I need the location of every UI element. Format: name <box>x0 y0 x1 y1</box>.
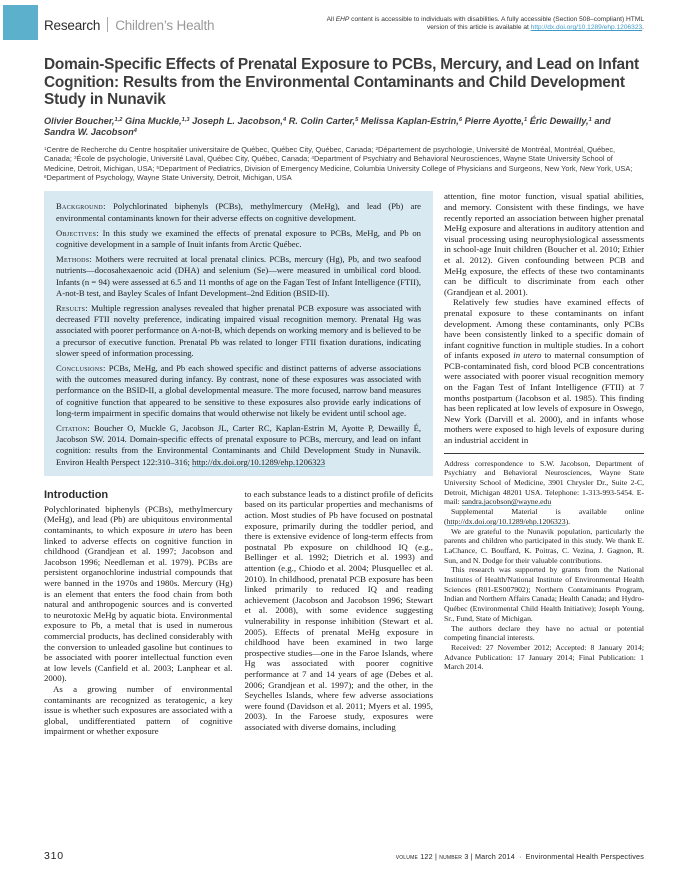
accessibility-note <box>314 16 644 33</box>
author-affiliation-sup: 5 <box>355 117 359 124</box>
author-affiliation-sup: 1 <box>523 117 528 124</box>
footnote-correspondence <box>444 459 644 508</box>
footnote-funding: This research was supported by grants from the National Institutes of Health/National Institute of Environmental Health Sciences (R01-ES007902); Northern Contaminants Program, Indian and Northern Affairs Canada; Health Canada; and Hydro-Québec (Environmental Child Health Initiative); Joseph Young, Sr., Fund, State of Michigan. <box>444 565 644 623</box>
footnote-competing-interests: The authors declare they have no actual or potential competing financial interests. <box>444 623 644 643</box>
abstract-text: Mothers were recruited at local prenatal clinics. PCBs, mercury (Hg), Pb, and two seafood nutrients—docosahexaenoic acid (DHA) and selenium (Se)—were measured in umbilical cord blood. Infants (n = 94) were assessed at 6.5 and 11 months of age on the Fagan Test of Infant Intelligence (FTII), A-not-B test, and Bayley Scales of Infant Development–2nd Edition (BSID-II). <box>56 254 421 298</box>
abstract-label: Conclusions: <box>56 363 106 374</box>
article-title: Domain-Specific Effects of Prenatal Exposure to PCBs, Mercury, and Lead on Infant Cognition: Results from the Environmental Contaminants and Child Development Study in Nunavik <box>44 56 639 109</box>
abstract <box>44 191 433 475</box>
affiliation-sup: 6 <box>44 174 47 180</box>
author: Pierre Ayotte, <box>462 115 524 126</box>
affiliation-sup: 1 <box>44 146 47 152</box>
author-list <box>44 116 644 138</box>
affiliation-sup: 3 <box>74 155 77 161</box>
affiliation-sup: 4 <box>311 155 314 161</box>
footnote-divider <box>444 453 644 454</box>
affiliation: Department of Psychology, Wayne State University, Detroit, Michigan, USA <box>46 173 292 183</box>
author: Joseph L. Jacobson, <box>189 115 283 126</box>
author: Éric Dewailly, <box>527 115 589 126</box>
ehp-brand-square-icon <box>3 5 38 40</box>
brand-divider <box>107 17 108 32</box>
affiliation: Département de psychologie, Université de Montréal, Montréal, Québec, Canada; <box>44 145 616 164</box>
text-column-3 <box>444 191 644 737</box>
introduction-columns <box>44 489 433 737</box>
page-number: 310 <box>44 850 64 862</box>
intro-paragraph-2-continued: to each substance leads to a distinct profile of deficits based on its particular properties and mechanisms of action. Most studies of Pb have focused on postnatal exposure, primarily during the toddler period, and there is extensive evidence of long-term effects from postnatal Pb exposure on childhood IQ (e.g., Bellinger et al. 1992; Dietrich et al. 1993) and attention (e.g., Chiodo et al. 2004; Plusquellec et al. 2010). In childhood, prenatal PCB exposure has been linked primarily to reduced IQ and reading achievement (Jacobson and Jacobson 1996; Stewart et al. 2008), with some evidence suggesting vulnerability in response inhibition (Stewart et al. 2005). Effects of prenatal MeHg exposure in childhood have been examined in two large prospective studies—one in the Faroe Islands, where Hg was associated with poorer cognitive performance at 7 and 14 years of age (Debes et al. 2006; Grandjean et al. 1997); and the other, in the Seychelles Islands, where few adverse associations were found (Davidson et al. 2011; Myers et al. 1995, 2003). In the Faroese study, exposures were associated with diverse domains, including <box>244 488 433 732</box>
left-content-area <box>44 191 433 737</box>
page-footer <box>44 850 644 862</box>
paragraph-text: Polychlorinated biphenyls (PCBs), methylmercury (MeHg), and lead (Pb) are ubiquitous environmental contaminants, to which exposure <box>44 503 233 536</box>
affiliation: École de psychologie, Université Laval, Québec City, Québec, Canada; <box>76 154 312 164</box>
author-affiliation-sup: 1 <box>588 117 592 124</box>
abstract-methods <box>56 254 421 299</box>
abstract-label: Results: <box>56 303 88 313</box>
author: Melissa Kaplan-Estrin, <box>358 115 459 126</box>
abstract-label: Citation: <box>56 423 90 434</box>
section-heading-introduction: Introduction <box>44 488 109 501</box>
brand-research-label: Research <box>44 18 101 33</box>
footnotes <box>444 459 644 672</box>
abstract-text: In this study we examined the effects of prenatal exposure to PCBs, MeHg, and Pb on cognitive development in a sample of Inuit infants from Arctic Québec. <box>56 227 421 249</box>
doi-link-supplemental[interactable]: http://dx.doi.org/10.1289/ehp.1206323 <box>446 516 566 526</box>
affiliation: Department of Psychiatry and Behavioral Neurosciences, Wayne State University School of Medicine, Detroit, Michigan, USA; <box>44 154 613 173</box>
accessibility-note-period: . <box>642 24 644 32</box>
in-utero-italic: in utero <box>513 350 542 361</box>
affiliation: Centre de Recherche du Centre hospitalier universitaire de Québec, Québec City, Québec, Canada; <box>46 145 376 155</box>
abstract-conclusions <box>56 363 421 419</box>
paragraph-text: to maternal consumption of PCB-contaminated fish, cord blood PCB concentrations were associated with poorer visual recognition memory on the Fagan Test of Infant Intelligence (FTII) at 7 months postpartum (Jacobson et al. 1985). This finding has been replicated at low levels of exposure in Oswego, New York (Darvill et al. 2000), and in infants whose mothers were exposed to high levels of exposure during an industrial accident in <box>444 350 644 446</box>
journal-info <box>396 852 644 861</box>
section-brand <box>44 17 214 33</box>
affiliation-sup: 2 <box>375 146 379 152</box>
doi-link-header[interactable]: http://dx.doi.org/10.1289/ehp.1206323 <box>530 24 643 32</box>
author: R. Colin Carter, <box>286 115 356 126</box>
accessibility-note-text-mid: content is accessible to individuals with disabilities. A fully accessible (Section 508–compliant) HTML version of this article is available at <box>349 15 644 32</box>
ehp-italic: EHP <box>335 15 350 23</box>
affiliations <box>44 145 644 182</box>
abstract-citation <box>56 423 421 468</box>
body-paragraph <box>444 297 644 445</box>
footnote-text: Address correspondence to S.W. Jacobson, Department of Psychiatry and Behavioral Neurosciences, Wayne State University School of Medicine, 3901 Chrysler Dr., Suite 2-C, Detroit, Michigan 48201 USA. Telephone: 1-313-993-5454. E-mail: <box>444 458 644 507</box>
author-affiliation-sup: 4 <box>133 128 137 135</box>
in-utero-italic: in utero <box>167 525 197 536</box>
abstract-text: PCBs, MeHg, and Pb each showed specific and distinct patterns of adverse associations with the outcomes measured during infancy. By contrast, none of these exposures was associated with performance on the BSID-II, a global developmental measure. The more focused, narrow band measures of cognitive function that appeared to be sensitive to these exposures also provide early indications of long-term impairment in specific domains that would otherwise not likely be evident until school age. <box>56 363 421 418</box>
email-link[interactable]: sandra.jacobson@wayne.edu <box>461 497 552 507</box>
author-affiliation-sup: 1,2 <box>114 117 123 124</box>
body-paragraph-continued: attention, fine motor function, visual spatial abilities, and memory. Consistent with these findings, we have recently reported an association between higher prenatal MeHg exposure and alterations in auditory attention and visual processing using neurophysiological assessments in school-age Inuit children (Boucher et al. 2010; Ethier et al. 2012). Given confounding between PCB and MeHg exposure, the effects of these two contaminants can be difficult to discriminate from each other (Grandjean et al. 2001). <box>444 191 644 297</box>
footnote-acknowledgments: We are grateful to the Nunavik population, particularly the parents and children who participated in this study. We thank E. LaChance, C. Bouffard, K. Poitras, C. Vezina, J. Gagnon, R. Sun, and N. Dodge for their valuable contributions. <box>444 526 644 565</box>
abstract-text: Multiple regression analyses revealed that higher prenatal PCB exposure was associated with decreased FTII novelty preference, indicating impaired visual recognition memory. Prenatal Hg was associated with poorer performance on A-not-B, which depends on working memory and is believed to be a precursor of executive function. Prenatal Pb was related to longer FTII fixation durations, indicating slower speed of information processing. <box>56 303 421 358</box>
footnote-dates: Received: 27 November 2012; Accepted: 8 January 2014; Advance Publication: 17 January 2014; Final Publication: 1 March 2014. <box>444 642 644 672</box>
text-column-2 <box>245 489 434 737</box>
footer-separator: · <box>518 852 522 861</box>
abstract-text: Boucher O, Muckle G, Jacobson JL, Carter RC, Kaplan-Estrin M, Ayotte P, Dewailly É, Jacobson SW. 2014. Domain-specific effects of prenatal exposure to PCBs, mercury, and lead on infant cognition: results from the Environmental Contaminants and Child Development Study in Nunavik. Environ Health Perspect 122:310–316; <box>56 423 421 467</box>
footnote-text: Supplemental Material is available online ( <box>444 507 644 526</box>
paragraph-text: Relatively few studies have examined effects of prenatal exposure to these contaminants on infant development. Among these contaminants, only PCBs have been consistently linked to a specific domain of infant cognitive function in multiple studies. In a cohort of infants exposed <box>444 297 644 361</box>
author-affiliation-sup: 6 <box>458 117 463 124</box>
author-affiliation-sup: 1,3 <box>181 117 190 124</box>
intro-paragraph-2: As a growing number of environmental contaminants are recognized as teratogenic, a key issue is whether such exposures are associated with a global, undifferentiated pattern of cognitive impairment or whether exposure <box>44 683 233 737</box>
intro-paragraph-1 <box>44 504 233 684</box>
author: Olivier Boucher, <box>44 115 115 126</box>
abstract-label: Methods: <box>56 254 93 265</box>
abstract-label: Objectives: <box>56 227 99 238</box>
issue-date: March 2014 <box>472 852 515 861</box>
affiliation: Department of Pediatrics, Division of Emergency Medicine, Columbia University College of Physicians and Surgeons, New York, New York, USA; <box>159 163 633 173</box>
affiliation-sup: 5 <box>156 164 160 170</box>
abstract-label: Background: <box>56 201 106 212</box>
author: Gina Muckle, <box>122 115 182 126</box>
abstract-objectives <box>56 228 421 250</box>
abstract-background <box>56 201 421 223</box>
author: and Sandra W. Jacobson <box>44 115 611 137</box>
page-header <box>44 0 644 33</box>
abstract-results <box>56 303 421 359</box>
main-content <box>44 191 644 737</box>
accessibility-note-text: All <box>326 15 336 23</box>
author-affiliation-sup: 4 <box>282 117 287 124</box>
brand-topic-label: Children’s Health <box>115 18 215 33</box>
abstract-text: Polychlorinated biphenyls (PCBs), methylmercury (MeHg), and lead (Pb) are environmental contaminants known for their adverse effects on cognitive development. <box>56 201 421 223</box>
text-column-1 <box>44 489 233 737</box>
paragraph-text: has been linked to adverse effects on cognitive function in childhood (Grandjean et al. 1997; Jacobson and Jacobson 1996; Needleman et al. 1979). PCBs are persistent organochlorine industrial compounds that were banned in the 1970s and 1980s. Mercury (Hg) is an element that enters the food chain from both natural and anthropogenic sources and is converted to neurotoxic MeHg by aquatic biota. Environmental exposure to Pb, a metal that is used in numerous commercial products, has declined considerably with the conversion to unleaded gasoline but continues to be associated with poorer intellectual function even at low levels (Canfield et al. 2003; Lanphear et al. 2000). <box>44 525 233 684</box>
footnote-text: ). <box>565 516 571 526</box>
journal-name: Environmental Health Perspectives <box>525 852 644 861</box>
volume-number-info: volume 122 | number 3 | <box>395 852 473 861</box>
footnote-supplemental <box>444 507 644 526</box>
doi-link-citation[interactable]: http://dx.doi.org/10.1289/ehp.1206323 <box>192 456 326 467</box>
